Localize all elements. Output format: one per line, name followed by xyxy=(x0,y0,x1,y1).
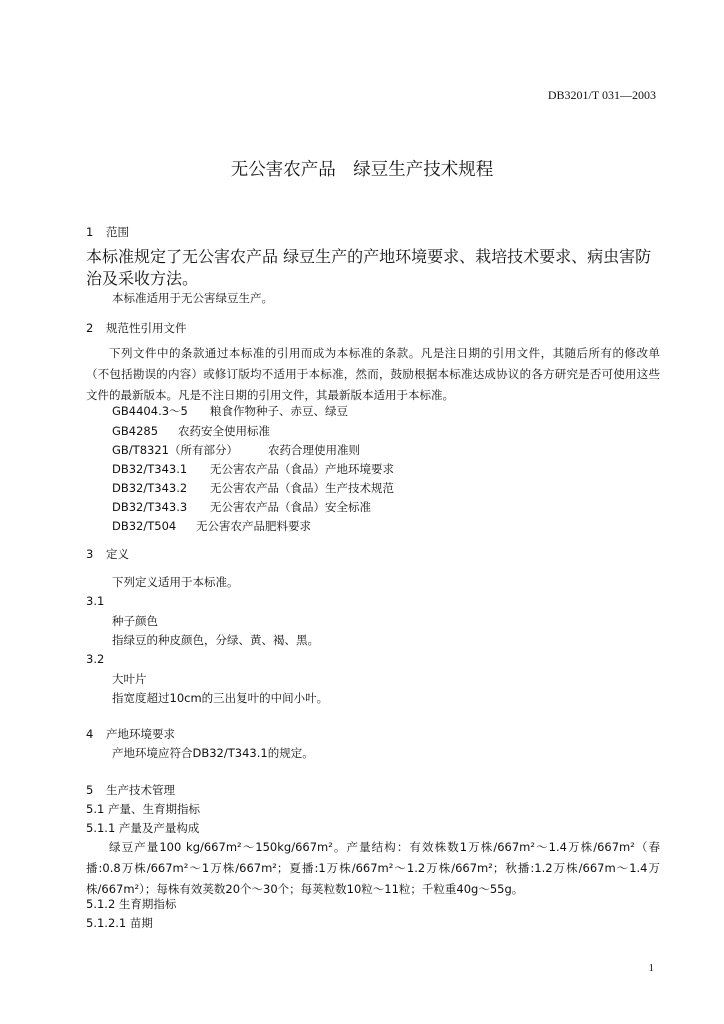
section-title: 定义 xyxy=(106,547,129,561)
standard-code: DB3201/T 031—2003 xyxy=(547,88,656,102)
reference-name: 无公害农产品肥料要求 xyxy=(196,519,311,533)
section-3-heading xyxy=(86,546,129,562)
definition-term: 种子颜色 xyxy=(112,614,158,628)
definition-text: 指宽度超过10cm的三出复叶的中间小叶。 xyxy=(112,691,329,705)
reference-code: GB4404.3～5 xyxy=(112,404,188,418)
definitions-intro: 下列定义适用于本标准。 xyxy=(112,575,239,589)
section-1-heading xyxy=(86,224,129,240)
section-number: 1 xyxy=(86,225,94,239)
definition-term: 大叶片 xyxy=(112,672,147,686)
section-number: 2 xyxy=(86,321,94,335)
reference-code: GB/T8321（所有部分） xyxy=(112,443,238,457)
reference-item xyxy=(112,403,348,419)
reference-name: 无公害农产品（食品）产地环境要求 xyxy=(210,462,394,476)
subsection-heading: 5.1 产量、生育期指标 xyxy=(86,802,200,816)
reference-item xyxy=(112,442,360,458)
normative-references-paragraph: 下列文件中的条款通过本标准的引用而成为本标准的条款。凡是注日期的引用文件，其随后所有的修改单（不包括勘误的内容）或修订版均不适用于本标准，然而，鼓励根据本标准达成协议的各方研究是否可使用这些文件的最新版本。凡是不注日期的引用文件，其最新版本适用于本标准。 xyxy=(86,346,660,402)
reference-name: 农药合理使用准则 xyxy=(268,443,360,457)
definition-number: 3.2 xyxy=(86,652,105,666)
definition-text: 指绿豆的种皮颜色，分绿、黄、褐、黑。 xyxy=(112,633,319,647)
section-4-heading xyxy=(86,726,175,742)
reference-item xyxy=(112,423,270,439)
section-2-heading xyxy=(86,320,187,336)
section-title: 产地环境要求 xyxy=(106,727,175,741)
section-title: 范围 xyxy=(106,225,129,239)
definition-number: 3.1 xyxy=(86,594,105,608)
page-number: 1 xyxy=(648,962,654,974)
reference-code: DB32/T343.3 xyxy=(112,500,188,514)
scope-paragraph: 本标准规定了无公害农产品 绿豆生产的产地环境要求、栽培技术要求、病虫害防治及采收方法。 xyxy=(86,247,652,288)
reference-name: 农药安全使用标准 xyxy=(178,424,270,438)
reference-item xyxy=(112,461,394,477)
yield-paragraph: 绿豆产量100 kg/667m²～150kg/667m²。产量结构：有效株数1万株/667m²～1.4万株/667m²（春播:0.8万株/667m²～1万株/667m²；夏播:1万株/667m²～1.2万株/667m²；秋播:1.2万株/667m～1.4万株/667m²）；每株有效荚数20个～30个；每荚粒数10粒～11粒；千粒重40g～55g。 xyxy=(86,840,660,896)
subsection-heading: 5.1.2.1 苗期 xyxy=(86,916,153,930)
reference-item xyxy=(112,518,311,534)
reference-item xyxy=(112,480,394,496)
document-title: 无公害农产品 绿豆生产技术规程 xyxy=(230,160,494,180)
reference-name: 无公害农产品（食品）生产技术规范 xyxy=(210,481,394,495)
reference-name: 粮食作物种子、赤豆、绿豆 xyxy=(210,404,348,418)
reference-code: DB32/T343.1 xyxy=(112,462,188,476)
section-number: 5 xyxy=(86,783,94,797)
section-number: 3 xyxy=(86,547,94,561)
section-title: 生产技术管理 xyxy=(106,783,175,797)
subsection-heading: 5.1.2 生育期指标 xyxy=(86,897,177,911)
environment-requirement-text: 产地环境应符合DB32/T343.1的规定。 xyxy=(112,746,314,760)
reference-code: DB32/T343.2 xyxy=(112,481,188,495)
reference-code: DB32/T504 xyxy=(112,519,177,533)
reference-item xyxy=(112,499,371,515)
section-title: 规范性引用文件 xyxy=(106,321,187,335)
reference-code: GB4285 xyxy=(112,424,159,438)
section-5-heading xyxy=(86,782,175,798)
scope-applicability: 本标准适用于无公害绿豆生产。 xyxy=(112,291,273,305)
reference-name: 无公害农产品（食品）安全标准 xyxy=(210,500,371,514)
subsection-heading: 5.1.1 产量及产量构成 xyxy=(86,821,200,835)
section-number: 4 xyxy=(86,727,94,741)
